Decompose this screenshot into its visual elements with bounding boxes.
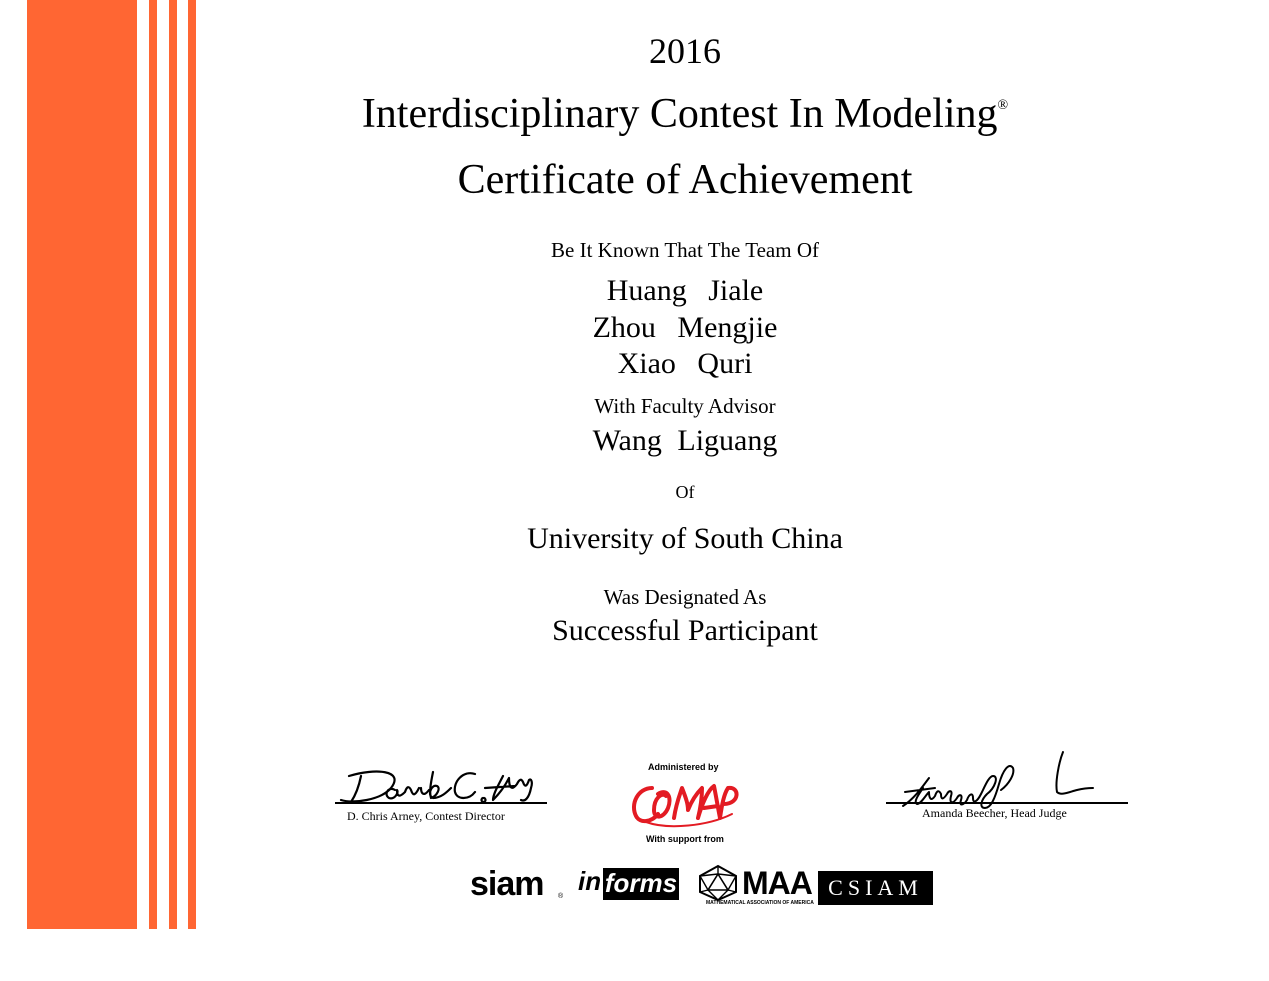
certificate-subtitle: Certificate of Achievement: [457, 157, 913, 203]
maa-icosahedron-icon: [696, 864, 740, 902]
support-label: With support from: [646, 834, 724, 844]
team-member: Huang Jiale: [606, 274, 764, 307]
left-wide-stripe: [27, 0, 137, 929]
judge-caption: Amanda Beecher, Head Judge: [922, 806, 1067, 820]
siam-registered-mark: ®: [558, 893, 564, 900]
left-thin-stripe-3: [188, 0, 196, 929]
comap-logo: [628, 774, 740, 832]
advisor-label: With Faculty Advisor: [594, 394, 776, 418]
certificate-year: 2016: [649, 31, 721, 71]
contest-title: [185, 90, 1185, 138]
contest-name: Interdisciplinary Contest In Modeling: [361, 91, 998, 137]
siam-logo: siam: [470, 865, 544, 903]
of-label: Of: [675, 482, 695, 502]
informs-box-text: forms: [604, 868, 678, 898]
director-signature: [335, 762, 550, 812]
informs-prefix: in: [578, 866, 602, 896]
team-member: Zhou Mengjie: [592, 311, 778, 344]
judge-signature-line: [886, 802, 1128, 804]
maa-subtitle: MATHEMATICAL ASSOCIATION OF AMERICA: [706, 900, 814, 906]
intro-text: Be It Known That The Team Of: [551, 238, 819, 262]
registered-mark: ®: [997, 98, 1009, 113]
team-member: Xiao Quri: [617, 347, 753, 380]
designation-award: Successful Participant: [552, 614, 818, 647]
advisor-name: Wang Liguang: [592, 424, 778, 457]
left-thin-stripe-2: [169, 0, 177, 929]
left-thin-stripe-1: [149, 0, 157, 929]
designation-label: Was Designated As: [603, 585, 767, 609]
csiam-logo: CSIAM: [818, 871, 933, 905]
institution-name: University of South China: [527, 522, 843, 555]
director-signature-line: [335, 802, 547, 804]
director-caption: D. Chris Arney, Contest Director: [347, 809, 505, 823]
administered-by-label: Administered by: [648, 762, 719, 772]
maa-logo: MAA: [742, 865, 812, 901]
